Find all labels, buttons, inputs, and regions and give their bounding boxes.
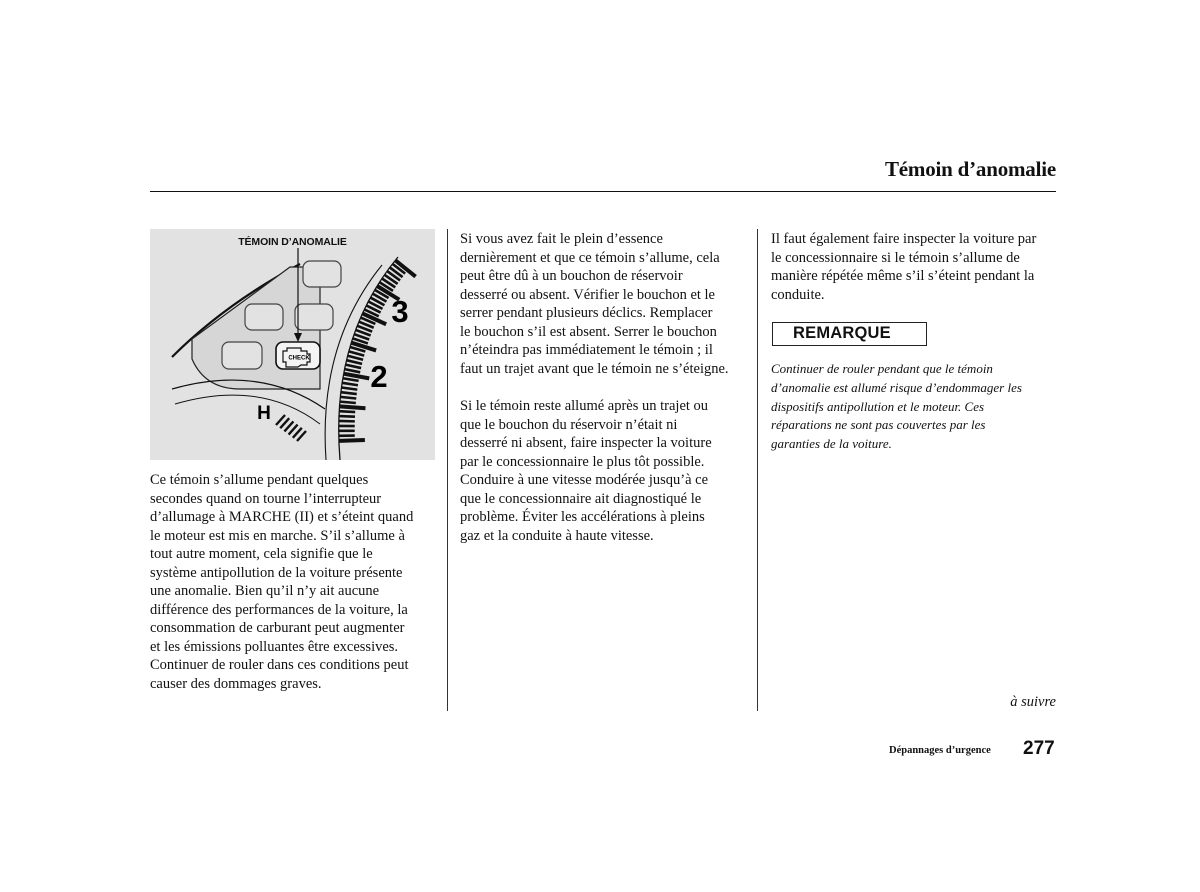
column-divider-left	[447, 229, 448, 711]
tachometer-tick	[344, 374, 370, 379]
tachometer-tick	[340, 406, 366, 408]
tachometer-tick	[341, 387, 357, 389]
tachometer-tick	[340, 402, 356, 403]
instrument-panel-illustration	[150, 229, 435, 460]
check-engine-text: CHECK	[288, 355, 310, 362]
tachometer-tick	[347, 360, 363, 364]
continued-indicator: à suivre	[1010, 694, 1056, 710]
column3-paragraph-1: Il faut également faire inspecter la voiture par le concessionnaire si le témoin s’allume de manière répétée même s’il s’éteint pendant la conduite.	[771, 231, 1037, 303]
tachometer-tick	[348, 356, 364, 360]
tachometer-tick	[349, 351, 364, 355]
tachometer-tick	[343, 378, 359, 381]
tachometer-tick	[339, 416, 355, 417]
column-divider-right	[757, 229, 758, 711]
footer-section-name: Dépannages d’urgence	[889, 745, 991, 756]
temperature-gauge-inner-arc	[175, 395, 320, 424]
notice-text: Continuer de rouler pendant que le témoin d’anomalie est allumé risque d’endommager les dispositifs antipollution et le moteur. Ces réparations ne sont pas couvertes par les garanties de la voiture.	[771, 361, 1022, 452]
column1-paragraph-1: Ce témoin s’allume pendant quelques secondes quand on tourne l’interrupteur d’allumage à MARCHE (II) et s’éteint quand le moteur est mis en marche. S’il s’allume à tout autre moment, cela signifie que le système antipollution de la voiture présente une anomalie. Bien qu’il n’y ait aucune différence des performances de la voiture, la consommation de carburant peut augmenter et les émissions polluantes être excessives. Continuer de rouler dans ces conditions peut causer des dommages graves.	[150, 472, 414, 692]
temperature-hot-letter: H	[257, 403, 271, 424]
tachometer-number-3: 3	[391, 294, 409, 329]
tachometer-tick	[341, 392, 357, 394]
tachometer-tick	[345, 365, 361, 368]
notice-box	[772, 322, 927, 346]
tachometer-ticks	[339, 260, 416, 441]
temperature-gauge-ticks	[276, 415, 306, 441]
indicator-slot	[222, 342, 262, 369]
column2-paragraph-1: Si vous avez fait le plein d’essence dernièrement et que ce témoin s’allume, cela peut être dû à un bouchon de réservoir desserré ou absent. Vérifier le bouchon et le serrer pendant plusieurs déclics. Remplacer le bouchon s’il est absent. Serrer le bouchon n’éteindra pas immédiatement le témoin ; il faut un trajet avant que le témoin ne s’éteigne.	[460, 231, 729, 377]
notice-label: REMARQUE	[793, 324, 891, 342]
column2-paragraph-2: Si le témoin reste allumé après un trajet ou que le bouchon du réservoir n’était ni desserré ni absent, faire inspecter la voiture par le concessionnaire le plus tôt possible. Conduire à une vitesse modérée jusqu’à ce que le concessionnaire ait diagnostiqué le problème. Éviter les accélérations à pleins gaz et la conduite à haute vitesse.	[460, 398, 712, 544]
page-number: 277	[1023, 738, 1055, 759]
indicator-slot	[303, 261, 341, 287]
figure-label: TÉMOIN D’ANOMALIE	[238, 236, 347, 248]
indicator-slot	[245, 304, 283, 330]
header-rule	[150, 191, 1056, 192]
page-title: Témoin d’anomalie	[884, 157, 1056, 181]
tachometer-number-2: 2	[370, 359, 388, 394]
tachometer-tick	[339, 411, 355, 412]
instrument-cluster-drawing	[150, 229, 435, 460]
tachometer-tick	[339, 440, 365, 441]
tachometer-tick	[345, 369, 361, 372]
tachometer-tick	[340, 397, 356, 399]
indicator-slot	[295, 304, 333, 330]
tachometer-tick	[342, 383, 358, 385]
